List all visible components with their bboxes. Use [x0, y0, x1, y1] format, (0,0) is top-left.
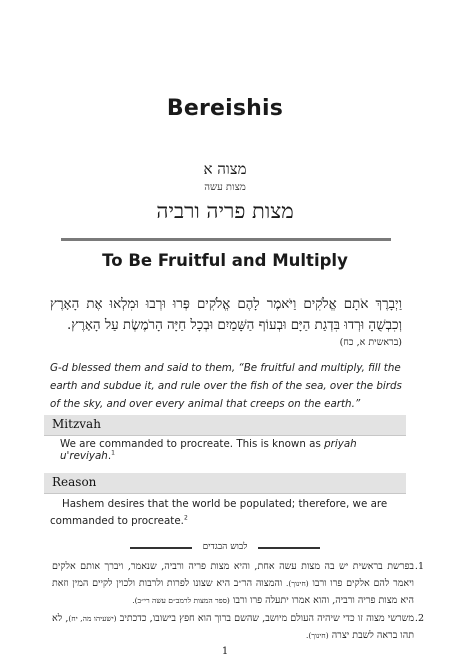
mitzvah-text-start: We are commanded to procreate. This is known as [60, 438, 325, 450]
mitzvah-name-english: To Be Fruitful and Multiply [102, 251, 348, 270]
footnote-source: (חינוך). [286, 579, 309, 588]
footnote-2 [52, 610, 424, 644]
footnotes-divider [130, 541, 320, 555]
mitzvah-number-hebrew: מצוה א [203, 160, 247, 178]
page-number: 1 [221, 646, 229, 657]
footnote-number: 1. [414, 561, 424, 572]
mitzvah-section-header [44, 415, 406, 436]
footnote-source: (ישעיהו מה, יח) [68, 614, 117, 623]
footnote-1 [52, 558, 424, 609]
reason-section-header [44, 473, 406, 494]
divider-line-left [130, 547, 192, 549]
mitzvah-name-hebrew: מצות פריה ורביה [156, 199, 294, 223]
footnotes-divider-label: לבוש הבגדים [202, 542, 248, 552]
mitzvah-section-text [60, 438, 400, 462]
footnote-ref-2[interactable]: 2 [183, 514, 188, 522]
mitzvah-term: priyah u'reviyah [60, 438, 357, 462]
footnote-text: בפרשת בראשית יש בה מצות עשה אחת, והיא מצות פריה ורביה, שנאמר, ויברך אותם אלקים ויאמר להם אלקים פרו ורבו [52, 561, 414, 589]
footnote-source: (ספר המצות לרמב״ם עשה רי״ב). [132, 596, 230, 605]
title-divider [61, 238, 391, 241]
footnote-text: משרשי מצוה זו כדי שיהיה העולם מיושב, שהשם ברוך הוא חפץ בישובו, כדכתיב [119, 613, 415, 624]
footnote-text: , לא תהו בראה לשבת יצרה [52, 613, 414, 641]
reason-section-text [50, 496, 410, 530]
footnote-ref-1[interactable]: 1 [111, 449, 115, 457]
reason-text-body: Hashem desires that the world be populated; therefore, we are commanded to procreate. [50, 498, 388, 527]
mitzvah-section-heading: Mitzvah [52, 417, 101, 431]
mitzvah-type-hebrew: מצות עשה [204, 182, 246, 193]
verse-english: G-d blessed them and said to them, “Be fruitful and multiply, fill the earth and subdue it, and rule over the fish of the sea, over the birds of the sky, and over every animal that creeps on the earth.” [50, 362, 402, 410]
verse-hebrew: וַיְבָרֶךְ אֹתָם אֱלֹקִים וַיֹּאמֶר לָהֶם אֱלֹקִים פְּרוּ וּרְבוּ וּמִלְאוּ אֶת הָאָרֶץ וְכִבְשֻׁהָ וּרְדוּ בִּדְגַת הַיָּם וּבְעוֹף הַשָּׁמַיִם וּבְכָל חַיָּה הָרֹמֶשֶׂת עַל הָאָרֶץ. [50, 297, 402, 333]
divider-line-right [258, 547, 320, 549]
mitzvah-text-end: . [107, 450, 112, 462]
book-title: Bereishis [166, 96, 284, 121]
reason-section-heading: Reason [52, 475, 97, 489]
footnote-text: והמצוה הר״ב היא שצונו לפרות ולרבות ולכוין לקיים המין וזאת היא מצות פריה ורביה, והוא אמרו יתעלה פרו ורבו [52, 578, 414, 606]
footnote-number: 2. [414, 613, 424, 624]
verse-reference: (בראשית א, כח) [339, 337, 402, 348]
footnote-source: (חינוך). [305, 631, 329, 640]
